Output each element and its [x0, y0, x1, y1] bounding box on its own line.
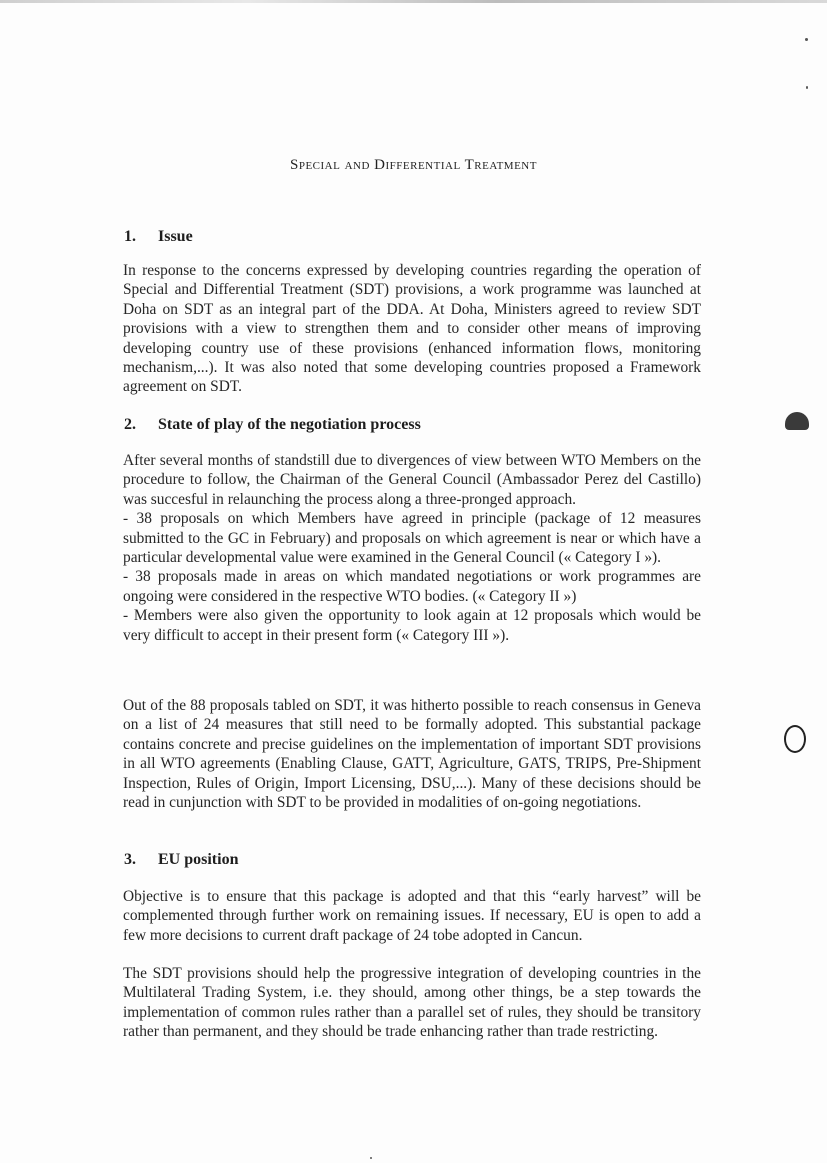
section-3-title: EU position [158, 851, 239, 868]
section-1-heading [124, 228, 193, 246]
punch-hole-middle [784, 725, 806, 753]
paragraph: Out of the 88 proposals tabled on SDT, it was hitherto possible to reach consensus in Geneva on a list of 24 measures that still need to be formally adopted. This substantial package contains concrete and precise guidelines on the implementation of important SDT provisions in all WTO agreements (Enabling Clause, GATT, Agriculture, GATS, TRIPS, Pre-Shipment Inspection, Rules of Origin, Import Licensing, DSU,...). Many of these decisions should be read in cunjunction with SDT to be provided in modalities of on-going negotiations. [123, 697, 701, 812]
paragraph: The SDT provisions should help the progressive integration of developing countries in the Multilateral Trading System, i.e. they should, among other things, be a step towards the implementation of common rules rather than a parallel set of rules, they should be transitory rather than permanent, and they should be trade enhancing rather than trade restricting. [123, 965, 701, 1041]
section-3-heading [124, 851, 238, 869]
paragraph: - Members were also given the opportunity to look again at 12 proposals which would be very difficult to accept in their present form (« Category III »). [123, 607, 701, 644]
section-2-title: State of play of the negotiation process [158, 416, 421, 433]
section-2-heading [124, 416, 421, 434]
scan-speck [806, 86, 808, 89]
section-1-number: 1. [124, 228, 136, 245]
section-2-number: 2. [124, 416, 136, 433]
section-1-paragraph [123, 261, 701, 397]
paragraph: In response to the concerns expressed by developing countries regarding the operation of Special and Differential Treatment (SDT) provisions, a work programme was launched at Doha on SDT as an integral part of the DDA. At Doha, Ministers agreed to review SDT provisions with a view to strengthen them and to consider other means of improving developing country use of these provisions (enhanced information flows, monitoring mechanism,...). It was also noted that some developing countries proposed a Framework agreement on SDT. [123, 262, 701, 396]
section-2-paragraph-1 [123, 451, 701, 645]
scan-speck [370, 1157, 372, 1159]
section-3-paragraph-1 [123, 887, 701, 945]
section-3-number: 3. [124, 851, 136, 868]
page-title: Special and Differential Treatment [290, 157, 537, 173]
paragraph: - 38 proposals made in areas on which mandated negotiations or work programmes are ongoing were considered in the respective WTO bodies. (« Category II ») [123, 568, 701, 605]
section-3-paragraph-2 [123, 964, 701, 1042]
section-1-title: Issue [158, 228, 193, 245]
paragraph: Objective is to ensure that this package is adopted and that this “early harvest” will be complemented through further work on remaining issues. If necessary, EU is open to add a few more decisions to current draft package of 24 tobe adopted in Cancun. [123, 888, 701, 944]
paragraph: - 38 proposals on which Members have agreed in principle (package of 12 measures submitted to the GC in February) and proposals on which agreement is near or which have a particular developmental value were examined in the General Council (« Category I »). [123, 510, 701, 567]
section-2-paragraph-2 [123, 696, 701, 812]
punch-hole-top [785, 412, 809, 430]
scan-speck [805, 38, 808, 41]
paragraph: After several months of standstill due to divergences of view between WTO Members on the procedure to follow, the Chairman of the General Council (Ambassador Perez del Castillo) was succesful in relaunching the process along a three-pronged approach. [123, 452, 701, 508]
scan-top-edge [0, 0, 827, 3]
